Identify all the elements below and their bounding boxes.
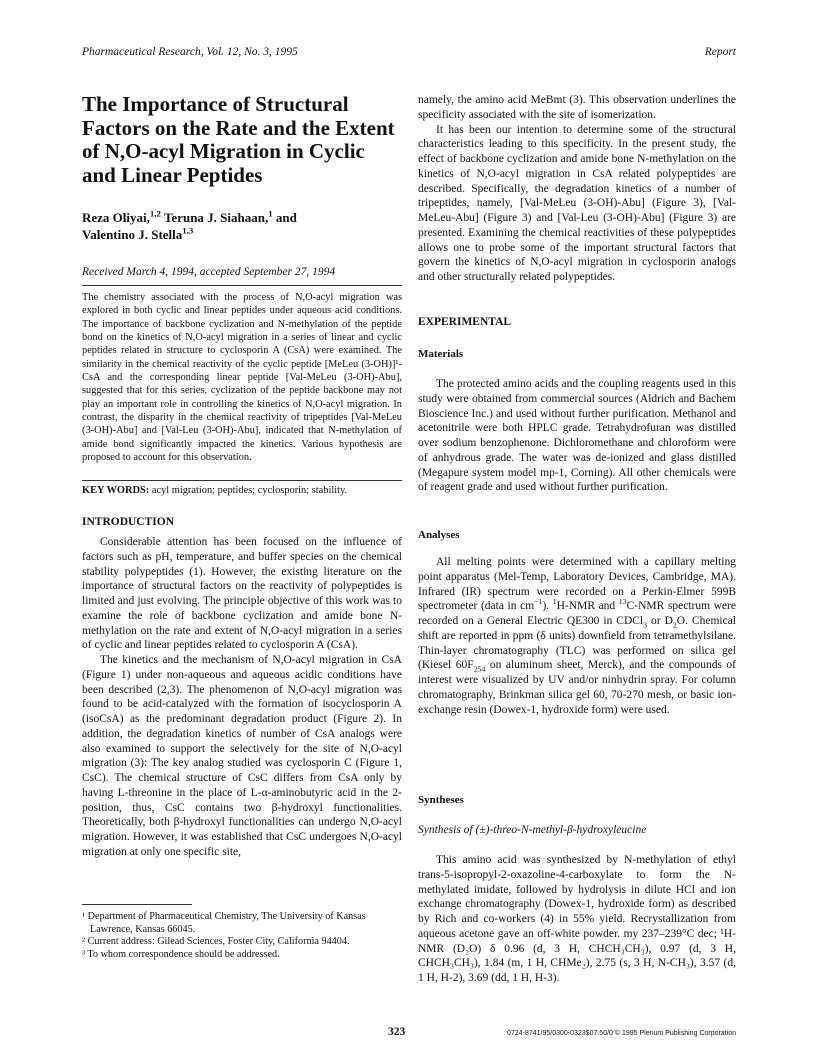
author-name: Valentino J. Stella bbox=[82, 226, 183, 242]
analyses-body bbox=[418, 555, 736, 717]
section-heading-introduction: INTRODUCTION bbox=[82, 516, 175, 528]
materials-body bbox=[418, 377, 736, 495]
subsection-heading-syntheses: Syntheses bbox=[418, 794, 464, 806]
subsection-heading-materials: Materials bbox=[418, 348, 464, 360]
keywords bbox=[82, 484, 402, 497]
paragraph: This amino acid was synthesized by N-methylation of ethyl trans-5-isopropyl-2-oxazoline-4-carboxylate to form the N-methylated imidate, followed by hydrolysis in dilute HCl and ion exchange chromatography (Dowex-1, hydroxide form) as described by Rich and co-workers (4) in 55% yield. Recrystallization from aqueous acetone gave an off-white powder. my 237–239°C dec; ¹H-NMR (D₂O) δ 0.96 (d, 3 H, CHCH₃CH₃), 0.97 (d, 3 H, CHCH₃CH₃), 1.84 (m, 1 H, CHMe₂), 2.75 (s, 3 H, N-CH₃), 3.57 (d, 1 H, H-2), 3.69 (dd, 1 H, H-3). bbox=[418, 854, 736, 984]
footnote-rule bbox=[82, 904, 192, 905]
footnotes bbox=[82, 911, 402, 962]
received-date: Received March 4, 1994, accepted September 27, 1994 bbox=[82, 266, 336, 278]
footnote: ³ To whom correspondence should be addressed. bbox=[82, 949, 280, 961]
abstract: The chemistry associated with the process of N,O-acyl migration was explored in both cyclic and linear peptides under aqueous acid conditions. The importance of backbone cyclization and N-methylation of the peptide bond on the kinetics of N,O-acyl migration in a series of linear and cyclic peptides related in structure to cyclosporin A (CsA) were examined. The similarity in the chemical reactivity of the cyclic peptide [MeLeu (3-OH)]¹-CsA and the corresponding linear peptide [Val-MeLeu (3-OH)-Abu], suggested that for this series, cyclization of the peptide backbone may not play an important role in controlling the kinetics of N,O-acyl migration. In contrast, the disparity in the chemical reactivity of tripeptides [Val-MeLeu (3-OH)-Abu] and [Val-Leu (3-OH)-Abu], indicated that N-methylation of amide bond significantly impacted the kinetics. Various hypothesis are proposed to account for this observation. bbox=[82, 292, 402, 464]
paragraph: namely, the amino acid MeBmt (3). This observation underlines the specificity associated with the site of isomerization. bbox=[418, 94, 736, 121]
running-head-journal: Pharmaceutical Research, Vol. 12, No. 3, 1995 bbox=[82, 46, 298, 58]
introduction-body bbox=[82, 535, 402, 860]
author-list bbox=[82, 210, 402, 243]
running-head-type: Report bbox=[704, 46, 736, 58]
paragraph: The kinetics and the mechanism of N,O-acyl migration in CsA (Figure 1) under non-aqueous and aqueous acidic conditions have been described (2,3). The phenomenon of N,O-acyl migration was found to be acid-catalyzed with the formation of isocyclosporin A (isoCsA) as the predominant degradation product (Figure 2). In addition, the degradation kinetics of number of CsA analogs were also examined to support the selectively for the site of N,O-acyl migration (3): The key analog studied was cyclosporin C (Figure 1, CsC). The chemical structure of CsC differs from CsA only by having L-threonine in the place of L-α-aminobutyric acid in the 2-position, thus, CsC contains two β-hydroxyl functionalities. Theoretically, both β-hydroxyl functionalities can undergo N,O-acyl migration. However, it was established that CsC undergoes N,O-acyl migration at only one specific site, bbox=[82, 654, 402, 858]
introduction-continued bbox=[418, 93, 736, 285]
subsection-heading-analyses: Analyses bbox=[418, 529, 460, 541]
author-affiliation: 1 bbox=[268, 208, 273, 219]
copyright-line: 0724-8741/95/0300-0323$07.50/0 © 1995 Plenum Publishing Corporation bbox=[507, 1030, 736, 1037]
paragraph: The protected amino acids and the coupling reagents used in this study were obtained from commercial sources (Aldrich and Bachem Bioscience Inc.) and used without further purification. Methanol and acetonitrile were both HPLC grade. Tetrahydrofuran was distilled over sodium benzophenone. Dichloromethane and chloroform were of anhydrous grade. The water was de-ionized and glass distilled (Megapure system model mp-1, Corning). All other chemicals were of reagent grade and used without further purification. bbox=[418, 378, 736, 494]
keywords-label: KEY WORDS: bbox=[82, 485, 150, 496]
author-affiliation: 1,3 bbox=[182, 225, 194, 236]
keywords-text: acyl migration; peptides; cyclosporin; stability. bbox=[149, 485, 348, 496]
page-number: 323 bbox=[388, 1026, 406, 1038]
abstract-top-rule bbox=[82, 285, 402, 286]
footnote: ² Current address: Gilead Sciences, Foster City, California 94404. bbox=[82, 936, 350, 948]
article-title: The Importance of Structural Factors on the Rate and the Extent of N,O-acyl Migration in Cyclic and Linear Peptides bbox=[82, 92, 395, 187]
abstract-bottom-rule bbox=[82, 480, 402, 481]
paragraph: It has been our intention to determine some of the structural characteristics leading to this specificity. In the present study, the effect of backbone cyclization and amide bone N-methylation on the kinetics of N,O-acyl migration in CsA related polypeptides are described. Specifically, the degradation kinetics of a number of tripeptides, namely, [Val-MeLeu (3-OH)-Abu] (Figure 3), [Val-MeLeu-Abu] (Figure 3) and [Val-Leu (3-OH)-Abu] (Figure 3) are presented. Examining the chemical reactivities of these polypeptides allows one to probe some of the important structural factors that govern the kinetics of N,O-acyl migration in cyclosporin analogs and other structurally related polypeptides. bbox=[418, 123, 736, 283]
footnote: ¹ Department of Pharmaceutical Chemistry, The University of Kansas Lawrence, Kansas 66045. bbox=[82, 911, 366, 935]
synthesis-subheading: Synthesis of (±)-threo-N-methyl-β-hydroxyleucine bbox=[418, 824, 647, 836]
paragraph: All melting points were determined with a capillary melting point apparatus (Mel-Temp, Laboratory Devices, Cambridge, MA). Infrared (IR) spectrum were recorded on a Perkin-Elmer 599B spectrometer (data in $cm^{-1}$). $^1$H-NMR and $^{13}$C-NMR spectrum were recorded on a General Electric QE300 in CDCl$_3$ or $D_2O$. Chemical shift are reported in ppm (δ units) downfield from tetramethylsilane. Thin-layer chromatography (TLC) was performed on silica gel (Kiesel $60F_{254}$ on aluminum sheet, Merck), and the compounds of interest were visualized by UV and/or ninhydrin spray. For column chromatography, Brinkman silica gel 60, 70-270 mesh, or basic ion-exchange resin (Dowex-1, hydroxide form) were used. bbox=[418, 556, 736, 716]
author-name: Reza Oliyai, bbox=[82, 210, 150, 225]
paragraph: Considerable attention has been focused on the influence of factors such as pH, temperature, and buffer species on the chemical stability polypeptides (1). However, the existing literature on the importance of structural factors on the reactivity of polypeptides is limited and just evolving. The principle objective of this work was to examine the role of backbone cyclization and amide bone N-methylation on the rate and extent of N,O-acyl migration in a series of cyclic and linear peptides related to cyclosporin A (CsA). bbox=[82, 536, 402, 652]
author-name: Teruna J. Siahaan, bbox=[160, 210, 269, 225]
author-conjunction: and bbox=[272, 210, 297, 225]
author-affiliation: 1,2 bbox=[149, 208, 161, 219]
section-heading-experimental: EXPERIMENTAL bbox=[418, 316, 512, 328]
synthesis-body bbox=[418, 853, 736, 986]
